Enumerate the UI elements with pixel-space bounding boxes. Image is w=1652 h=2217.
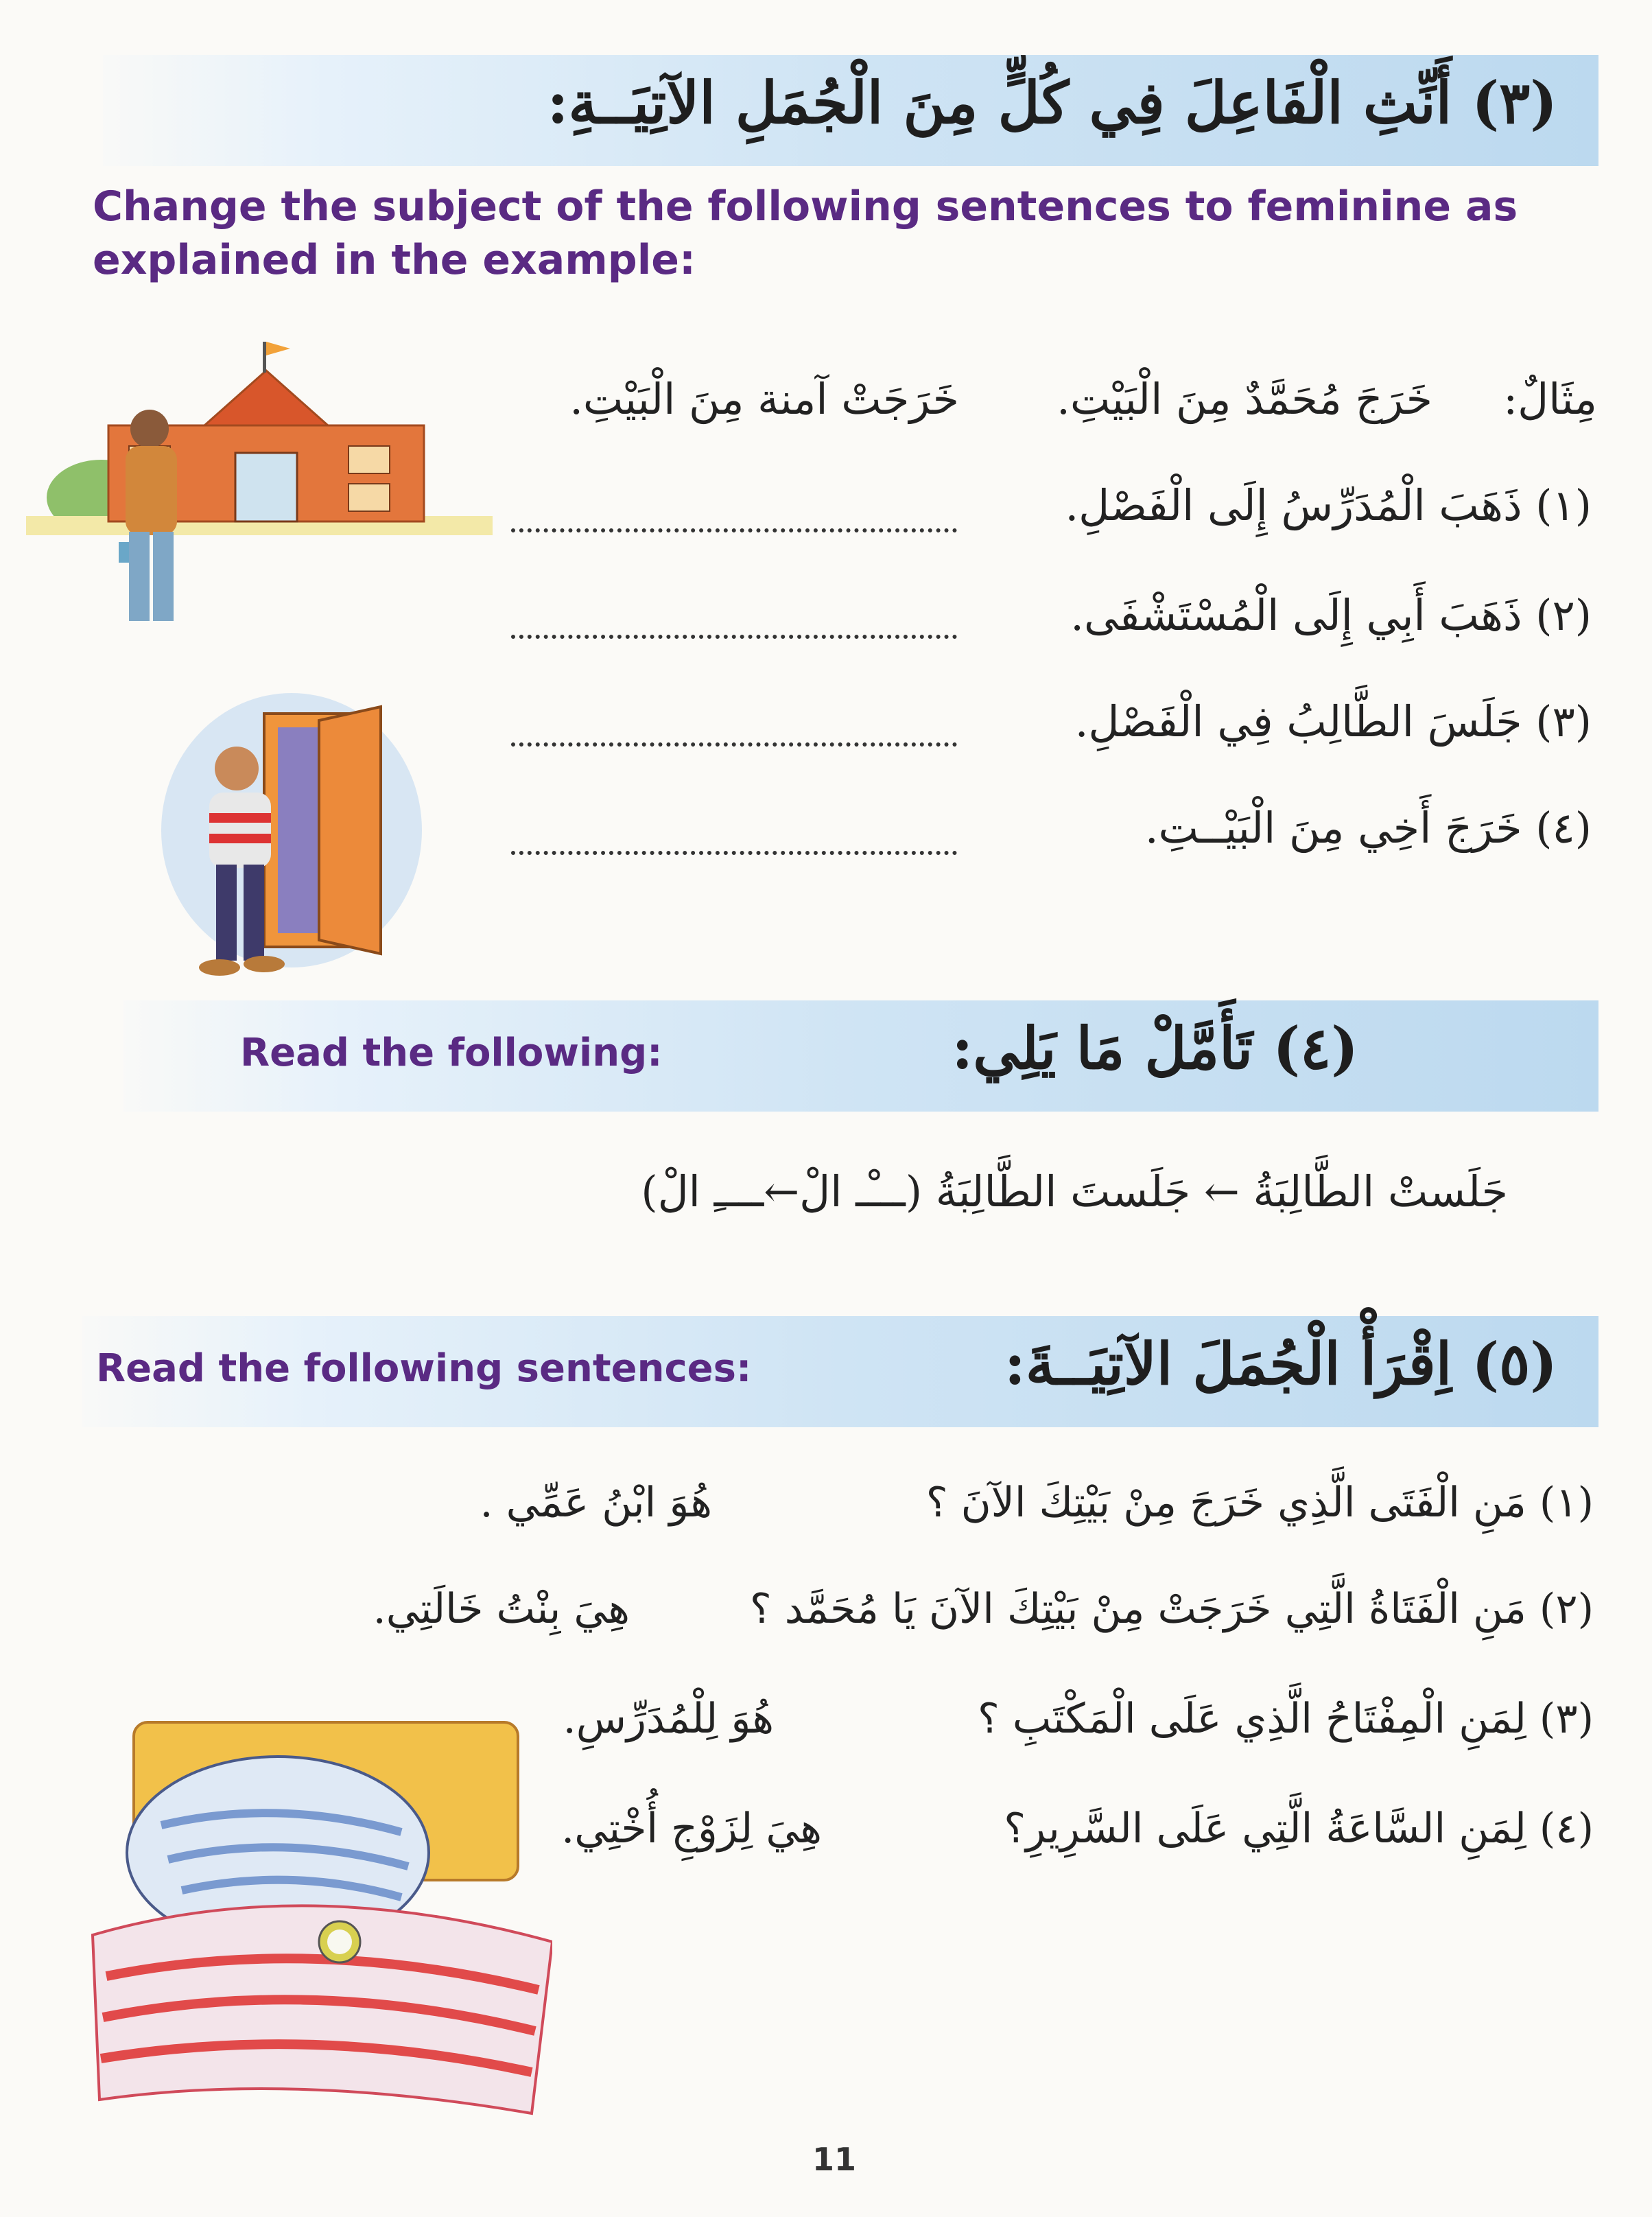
exercise-item-2: (٢) ذَهَبَ أَبِي إِلَى الْمُسْتَشْفَى. — [1070, 590, 1592, 640]
section-5-banner — [82, 1316, 1598, 1427]
example-source: خَرَجَ مُحَمَّدٌ مِنَ الْبَيْتِ. — [1057, 374, 1432, 424]
section-3-heading: (٣) أَنِّثِ الْفَاعِلَ فِي كُلٍّ مِنَ الْجُمَلِ الآتِيَــةِ: — [547, 69, 1557, 137]
section-5-answer-1: هُوَ ابْنُ عَمِّي . — [480, 1479, 712, 1527]
section-4-heading: (٤) تَأَمَّلْ مَا يَلِي: — [952, 1014, 1358, 1082]
section-5-question-3: (٣) لِمَنِ الْمِفْتَاحُ الَّذِي عَلَى الْمَكْتَبِ ؟ — [978, 1695, 1594, 1743]
section-5-instruction: Read the following sentences: — [96, 1346, 752, 1391]
answer-blank-2[interactable] — [511, 635, 957, 639]
school-teacher-illustration — [26, 336, 493, 638]
answer-blank-3[interactable] — [511, 742, 957, 747]
example-answer: خَرَجَتْ آمنة مِنَ الْبَيْتِ. — [569, 374, 959, 424]
man-leaving-door-illustration — [154, 693, 442, 995]
section-5-question-4: (٤) لِمَنِ السَّاعَةُ الَّتِي عَلَى السَّرِيرِ؟ — [1004, 1805, 1594, 1853]
bed-with-clock-illustration — [86, 1715, 552, 2127]
exercise-item-1: (١) ذَهَبَ الْمُدَرِّسُ إِلَى الْفَصْلِ. — [1065, 480, 1592, 530]
exercise-item-4: (٤) خَرَجَ أَخِي مِنَ الْبَيْــتِ. — [1144, 803, 1592, 853]
section-5-question-2: (٢) مَنِ الْفَتَاةُ الَّتِي خَرَجَتْ مِنْ بَيْتِكَ الآنَ يَا مُحَمَّد ؟ — [749, 1585, 1594, 1633]
example-label: مِثَالٌ: — [1503, 374, 1597, 424]
section-5-question-1: (١) مَنِ الْفَتَى الَّذِي خَرَجَ مِنْ بَيْتِكَ الآنَ ؟ — [925, 1479, 1594, 1527]
section-3-banner — [103, 55, 1598, 166]
section-4-rule: جَلَستْ الطَّالِبَةُ ← جَلَستَ الطَّالِبَةُ (ـــْـ الْ←ــــِ الْ) — [641, 1166, 1508, 1217]
section-5-answer-4: هِيَ لِزَوْجِ أُخْتِي. — [561, 1805, 822, 1853]
page-number: 11 — [812, 2141, 857, 2178]
section-5-heading: (٥) اِقْرَأْ الْجُمَلَ الآتِيَــةَ: — [1004, 1330, 1557, 1398]
exercise-item-3: (٣) جَلَسَ الطَّالِبُ فِي الْفَصْلِ. — [1074, 696, 1592, 747]
section-4-banner — [123, 1000, 1598, 1112]
section-5-answer-2: هِيَ بِنْتُ خَالَتِي. — [373, 1585, 630, 1633]
answer-blank-4[interactable] — [511, 851, 957, 855]
section-3-instruction: Change the subject of the following sentences to feminine as explained in the example: — [93, 183, 1518, 284]
section-4-instruction: Read the following: — [240, 1031, 663, 1075]
section-5-answer-3: هُوَ لِلْمُدَرِّسِ. — [563, 1695, 774, 1743]
answer-blank-1[interactable] — [511, 528, 957, 532]
